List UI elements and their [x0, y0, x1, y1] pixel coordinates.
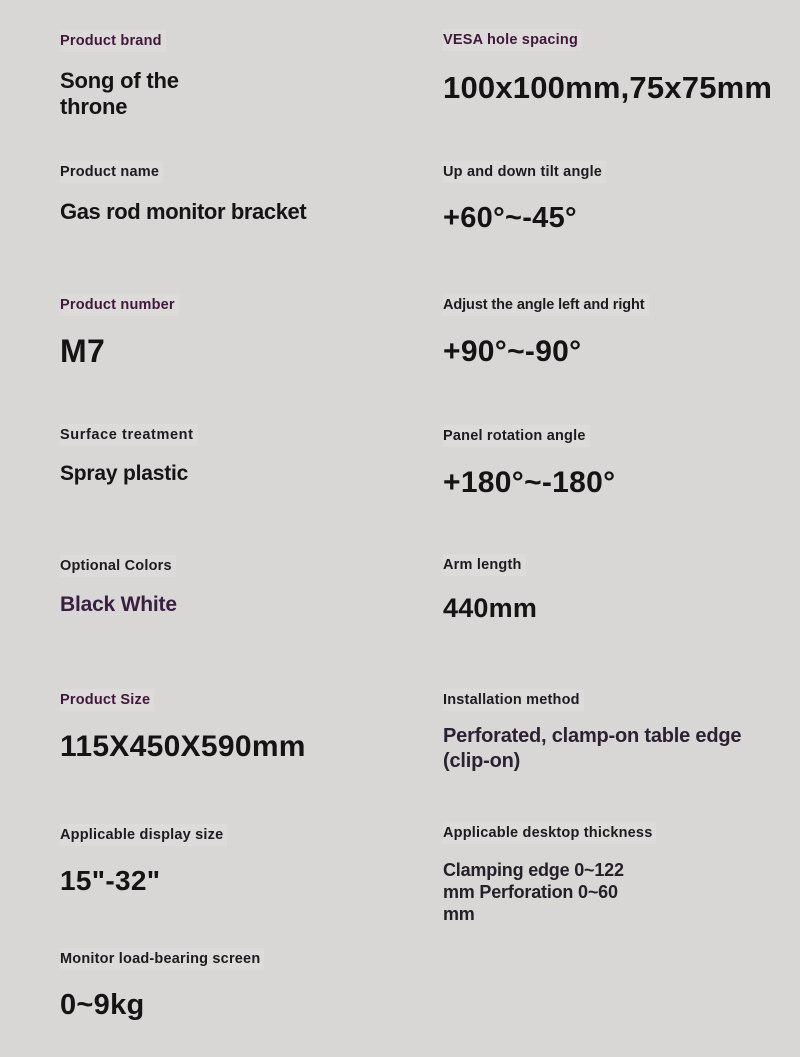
spec-vesa-hole-spacing [443, 29, 772, 107]
spec-value: Spray plastic [60, 462, 189, 485]
spec-value: Clamping edge 0~122 mm Perforation 0~60 mm [443, 860, 624, 924]
spec-product-number [60, 294, 179, 371]
spec-label: Arm length [443, 554, 526, 576]
spec-label: Adjust the angle left and right [443, 294, 649, 316]
spec-label: VESA hole spacing [443, 29, 582, 51]
spec-label: Product Size [60, 689, 154, 711]
spec-label: Monitor load-bearing screen [60, 948, 264, 970]
spec-panel-rotation-angle [443, 425, 615, 500]
spec-optional-colors [60, 555, 177, 618]
spec-value: 100x100mm,75x75mm [443, 70, 773, 105]
spec-label: Installation method [443, 689, 584, 711]
spec-label: Product brand [60, 30, 166, 52]
spec-label: Up and down tilt angle [443, 161, 606, 183]
spec-label: Surface treatment [60, 424, 198, 446]
spec-value: Black White [60, 593, 177, 616]
spec-arm-length [443, 554, 537, 625]
spec-value: Perforated, clamp-on table edge (clip-on) [443, 725, 742, 772]
spec-label: Applicable desktop thickness [443, 822, 656, 844]
spec-value: +60°~-45° [443, 202, 577, 234]
spec-surface-treatment [60, 424, 198, 487]
spec-value: 115X450X590mm [60, 730, 306, 763]
spec-value: 15"-32" [60, 865, 161, 896]
spec-value: +90°~-90° [443, 335, 582, 368]
spec-label: Optional Colors [60, 555, 176, 577]
spec-left-right-angle [443, 294, 649, 369]
spec-value: Gas rod monitor bracket [60, 199, 307, 224]
spec-applicable-display-size [60, 824, 227, 897]
spec-label: Applicable display size [60, 824, 227, 846]
spec-tilt-angle [443, 161, 606, 235]
spec-product-size [60, 689, 306, 764]
spec-installation-method [443, 689, 743, 774]
spec-value: Song of the throne [60, 68, 179, 119]
spec-value: +180°~-180° [443, 466, 616, 499]
spec-product-name [60, 161, 306, 225]
spec-label: Panel rotation angle [443, 425, 590, 447]
spec-value: 0~9kg [60, 989, 145, 1021]
spec-label: Product number [60, 294, 179, 316]
spec-value: 440mm [443, 593, 538, 623]
spec-monitor-load-bearing [60, 948, 264, 1022]
spec-desktop-thickness [443, 822, 656, 926]
spec-value: M7 [60, 333, 106, 369]
spec-product-brand [60, 30, 190, 120]
spec-label: Product name [60, 161, 163, 183]
